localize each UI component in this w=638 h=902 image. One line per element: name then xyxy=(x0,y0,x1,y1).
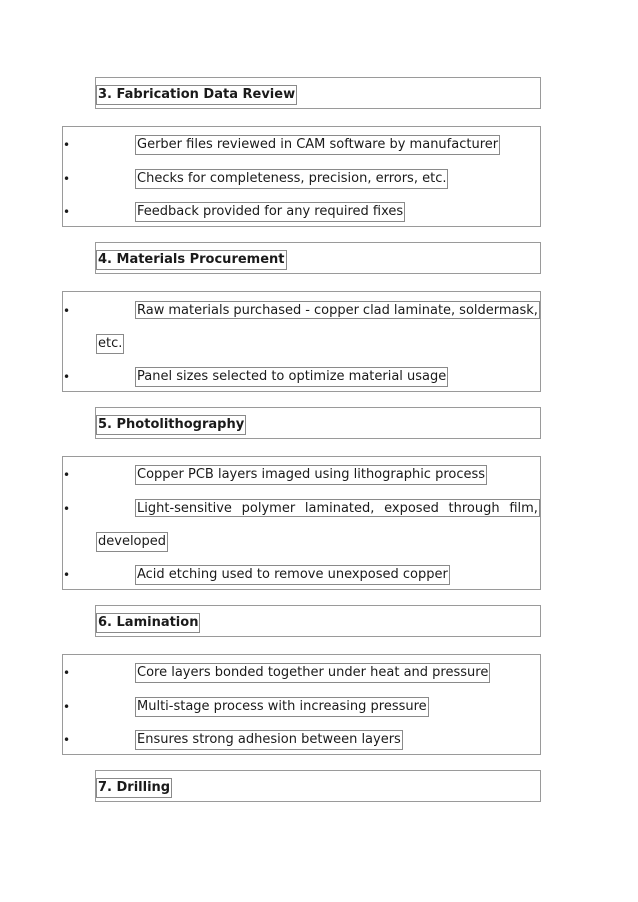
bullet-icon: • xyxy=(63,733,71,747)
bullet-icon: • xyxy=(63,700,71,714)
list-item-continuation: developed xyxy=(96,532,168,552)
section-heading-7: 7. Drilling xyxy=(96,778,172,798)
bullet-list-6 xyxy=(62,654,541,755)
section-heading-box-7 xyxy=(95,770,541,802)
list-item-line xyxy=(135,499,540,517)
section-heading-3: 3. Fabrication Data Review xyxy=(96,85,297,105)
word: laminated, xyxy=(304,501,375,516)
list-item: Core layers bonded together under heat and pressure xyxy=(135,663,490,683)
section-heading-box-3 xyxy=(95,77,541,109)
section-heading-box-4 xyxy=(95,242,541,274)
section-heading-box-5 xyxy=(95,407,541,439)
bullet-list-3 xyxy=(62,126,541,227)
section-heading-5: 5. Photolithography xyxy=(96,415,246,435)
list-item-line xyxy=(135,301,540,319)
word: exposed xyxy=(384,501,439,516)
bullet-icon: • xyxy=(63,172,71,186)
word: purchased xyxy=(233,303,302,318)
list-item: Multi-stage process with increasing pressure xyxy=(135,697,429,717)
word: film, xyxy=(509,501,538,516)
bullet-icon: • xyxy=(63,370,71,384)
bullet-icon: • xyxy=(63,666,71,680)
list-item: Panel sizes selected to optimize material usage xyxy=(135,367,448,387)
section-heading-4: 4. Materials Procurement xyxy=(96,250,287,270)
bullet-icon: • xyxy=(63,468,71,482)
section-heading-box-6 xyxy=(95,605,541,637)
word: polymer xyxy=(241,501,296,516)
list-item: Ensures strong adhesion between layers xyxy=(135,730,403,750)
bullet-icon: • xyxy=(63,568,71,582)
bullet-list-4 xyxy=(62,291,541,392)
section-heading-6: 6. Lamination xyxy=(96,613,200,633)
word: clad xyxy=(362,303,390,318)
bullet-icon: • xyxy=(63,304,71,318)
word: Light-sensitive xyxy=(137,501,232,516)
word: Raw xyxy=(137,303,165,318)
list-item: Copper PCB layers imaged using lithographic process xyxy=(135,465,487,485)
word: laminate, xyxy=(393,303,456,318)
bullet-icon: • xyxy=(63,205,71,219)
word: soldermask, xyxy=(459,303,538,318)
list-item: Checks for completeness, precision, errors, etc. xyxy=(135,169,448,189)
list-item: Feedback provided for any required fixes xyxy=(135,202,405,222)
bullet-icon: • xyxy=(63,502,71,516)
list-item: Acid etching used to remove unexposed copper xyxy=(135,565,450,585)
word: - xyxy=(305,303,310,318)
word: through xyxy=(448,501,500,516)
bullet-icon: • xyxy=(63,138,71,152)
bullet-list-5 xyxy=(62,456,541,590)
list-item: Gerber files reviewed in CAM software by manufacturer xyxy=(135,135,500,155)
word: copper xyxy=(313,303,359,318)
word: materials xyxy=(168,303,230,318)
list-item-continuation: etc. xyxy=(96,334,124,354)
